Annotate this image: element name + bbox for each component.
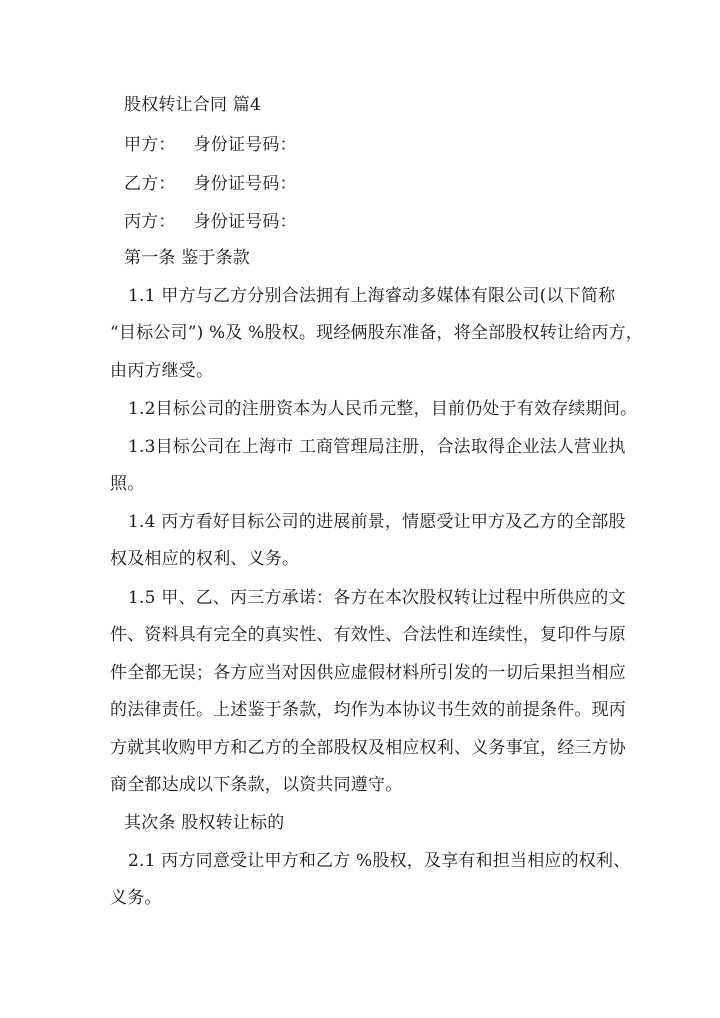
clause-1-2-line-1: 1.2目标公司的注册资本为人民币元整，目前仍处于有效存续期间。 [128, 399, 638, 419]
clause-1-5-line-2: 件、资料具有完全的真实性、有效性、合法性和连续性，复印件与原 [110, 625, 626, 645]
article-1-heading: 第一条 鉴于条款 [124, 248, 251, 268]
party-b-line [124, 173, 297, 195]
clause-1-5-line-6: 商全都达成以下条款，以资共同遵守。 [110, 775, 403, 795]
clause-1-1-line-3: 由丙方继受。 [110, 361, 214, 381]
clause-1-4-line-1: 1.4 丙方看好目标公司的进展前景，情愿受让甲方及乙方的全部股 [128, 512, 626, 532]
clause-2-1-line-2: 义务。 [110, 888, 162, 908]
party-b-id-label: 身份证号码： [193, 174, 297, 194]
article-2-heading: 其次条 股权转让标的 [124, 813, 285, 833]
clause-1-1-line-2: “目标公司”) %及 %股权。现经俩股东准备，将全部股权转让给丙方， [110, 323, 643, 343]
party-b-role: 乙方： [124, 174, 176, 194]
party-a-line [124, 134, 297, 156]
document-title: 股权转让合同 篇4 [124, 95, 262, 115]
party-c-line [124, 211, 297, 233]
clause-1-5-line-3: 件全都无误；各方应当对因供应虚假材料所引发的一切后果担当相应 [110, 663, 626, 683]
party-c-id-label: 身份证号码： [193, 212, 297, 232]
clause-2-1-line-1: 2.1 丙方同意受让甲方和乙方 %股权，及享有和担当相应的权利、 [128, 851, 631, 871]
clause-1-4-line-2: 权及相应的权利、义务。 [110, 549, 300, 569]
party-c-role: 丙方： [124, 212, 176, 232]
clause-1-5-line-1: 1.5 甲、乙、丙三方承诺：各方在本次股权转让过程中所供应的文 [128, 588, 626, 608]
clause-1-1-line-1: 1.1 甲方与乙方分别合法拥有上海睿动多媒体有限公司(以下简称 [128, 286, 616, 306]
clause-1-3-line-2: 照。 [110, 474, 145, 494]
clause-1-3-line-1: 1.3目标公司在上海市 工商管理局注册，合法取得企业法人营业执 [128, 437, 626, 457]
party-a-id-label: 身份证号码： [193, 135, 297, 155]
clause-1-5-line-5: 方就其收购甲方和乙方的全部股权及相应权利、义务事宜，经三方协 [110, 738, 626, 758]
clause-1-5-line-4: 的法律责任。上述鉴于条款，均作为本协议书生效的前提条件。现丙 [110, 700, 626, 720]
party-a-role: 甲方： [124, 135, 176, 155]
